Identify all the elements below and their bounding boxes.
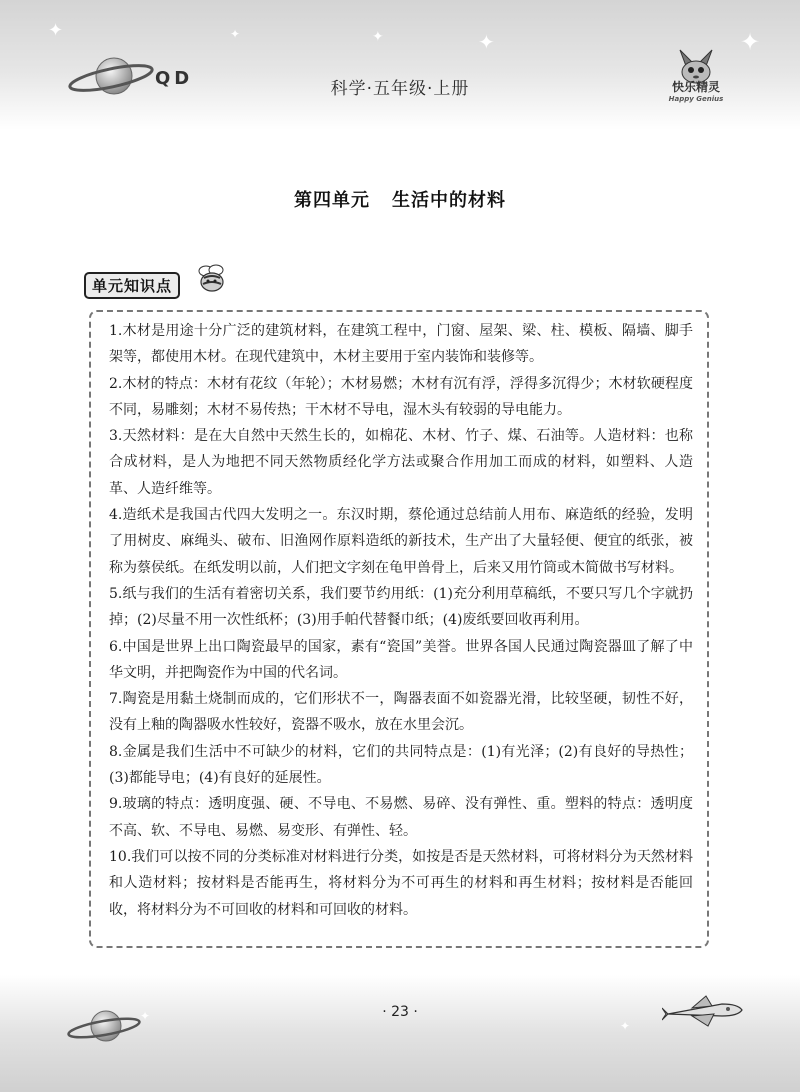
star-icon: ✦ [740,28,761,56]
star-icon: ✦ [478,30,495,54]
knowledge-item: 4.造纸术是我国古代四大发明之一。东汉时期，蔡伦通过总结前人用布、麻造纸的经验，发明了用树皮、麻绳头、破布、旧渔网作原料造纸的新技术，生产出了大量轻便、便宜的纸张，被称为蔡侯纸。在纸发明以前，人们把文字刻在龟甲兽骨上，后来又用竹筒或木简做书写材料。 [109,507,693,576]
mascot-logo [658,48,734,108]
knowledge-item: 8.金属是我们生活中不可缺少的材料，它们的共同特点是：(1)有光泽；(2)有良好的导热性；(3)都能导电；(4)有良好的延展性。 [109,743,693,787]
knowledge-item: 2.木材的特点：木材有花纹（年轮）；木材易燃；木材有沉有浮，浮得多沉得少；木材软硬程度不同，易雕刻；木材不易传热；干木材不导电，湿木头有较弱的导电能力。 [109,375,693,418]
star-icon: ✦ [48,20,64,41]
knowledge-item: 9.玻璃的特点：透明度强、硬、不导电、不易燃、易碎、没有弹性、重。塑料的特点：透明度不高、软、不导电、易燃、易变形、有弹性、轻。 [109,796,693,839]
star-icon: ✦ [372,29,384,45]
knowledge-item: 7.陶瓷是用黏土烧制而成的，它们形状不一，陶器表面不如瓷器光滑，比较坚硬，韧性不好，没有上釉的陶器吸水性较好，瓷器不吸水，放在水里会沉。 [109,691,693,734]
knowledge-item: 6.中国是世界上出口陶瓷最早的国家，素有“瓷国”美誉。世界各国人民通过陶瓷器皿了解了中华文明，并把陶瓷作为中国的代名词。 [109,638,693,681]
bee-icon [192,262,230,296]
knowledge-item: 3.天然材料：是在大自然中天然生长的，如棉花、木材、竹子、煤、石油等。人造材料：也称合成材料，是人为地把不同天然物质经化学方法或聚合作用加工而成的材料，如塑料、人造革、人造纤维等。 [109,428,693,497]
knowledge-item: 5.纸与我们的生活有着密切关系，我们要节约用纸：(1)充分利用草稿纸，不要只写几个字就扔掉；(2)尽量不用一次性纸杯；(3)用手帕代替餐巾纸；(4)废纸要回收再利用。 [109,585,693,629]
star-icon: ✦ [620,1019,631,1033]
mascot-en: Happy Genius [668,95,724,103]
page-header-title: 科学·五年级·上册 [330,79,470,99]
unit-name: 生活中的材料 [392,190,506,211]
knowledge-item: 10.我们可以按不同的分类标准对材料进行分类，如按是否是天然材料，可将材料分为天然材料和人造材料；按材料是否能再生，将材料分为不可再生的材料和再生材料；按材料是否能回收，将材料分为不可回收的材料和可回收的材料。 [109,848,693,918]
unit-number: 第四单元 [294,190,370,211]
unit-title [0,186,800,212]
section-label: 单元知识点 [84,272,180,299]
star-icon: ✦ [230,27,241,41]
page-number: · 23 · [382,1004,418,1020]
mascot-label [658,78,734,103]
header-code: QD [155,68,194,89]
knowledge-item: 1.木材是用途十分广泛的建筑材料，在建筑工程中，门窗、屋架、梁、柱、模板、隔墙、脚手架等，都使用木材。在现代建筑中，木材主要用于室内装饰和装修等。 [109,323,693,366]
mascot-cn: 快乐精灵 [671,80,720,94]
space-shuttle-icon [662,990,746,1032]
knowledge-points-box [89,310,709,948]
star-icon: ✦ [140,1009,151,1023]
